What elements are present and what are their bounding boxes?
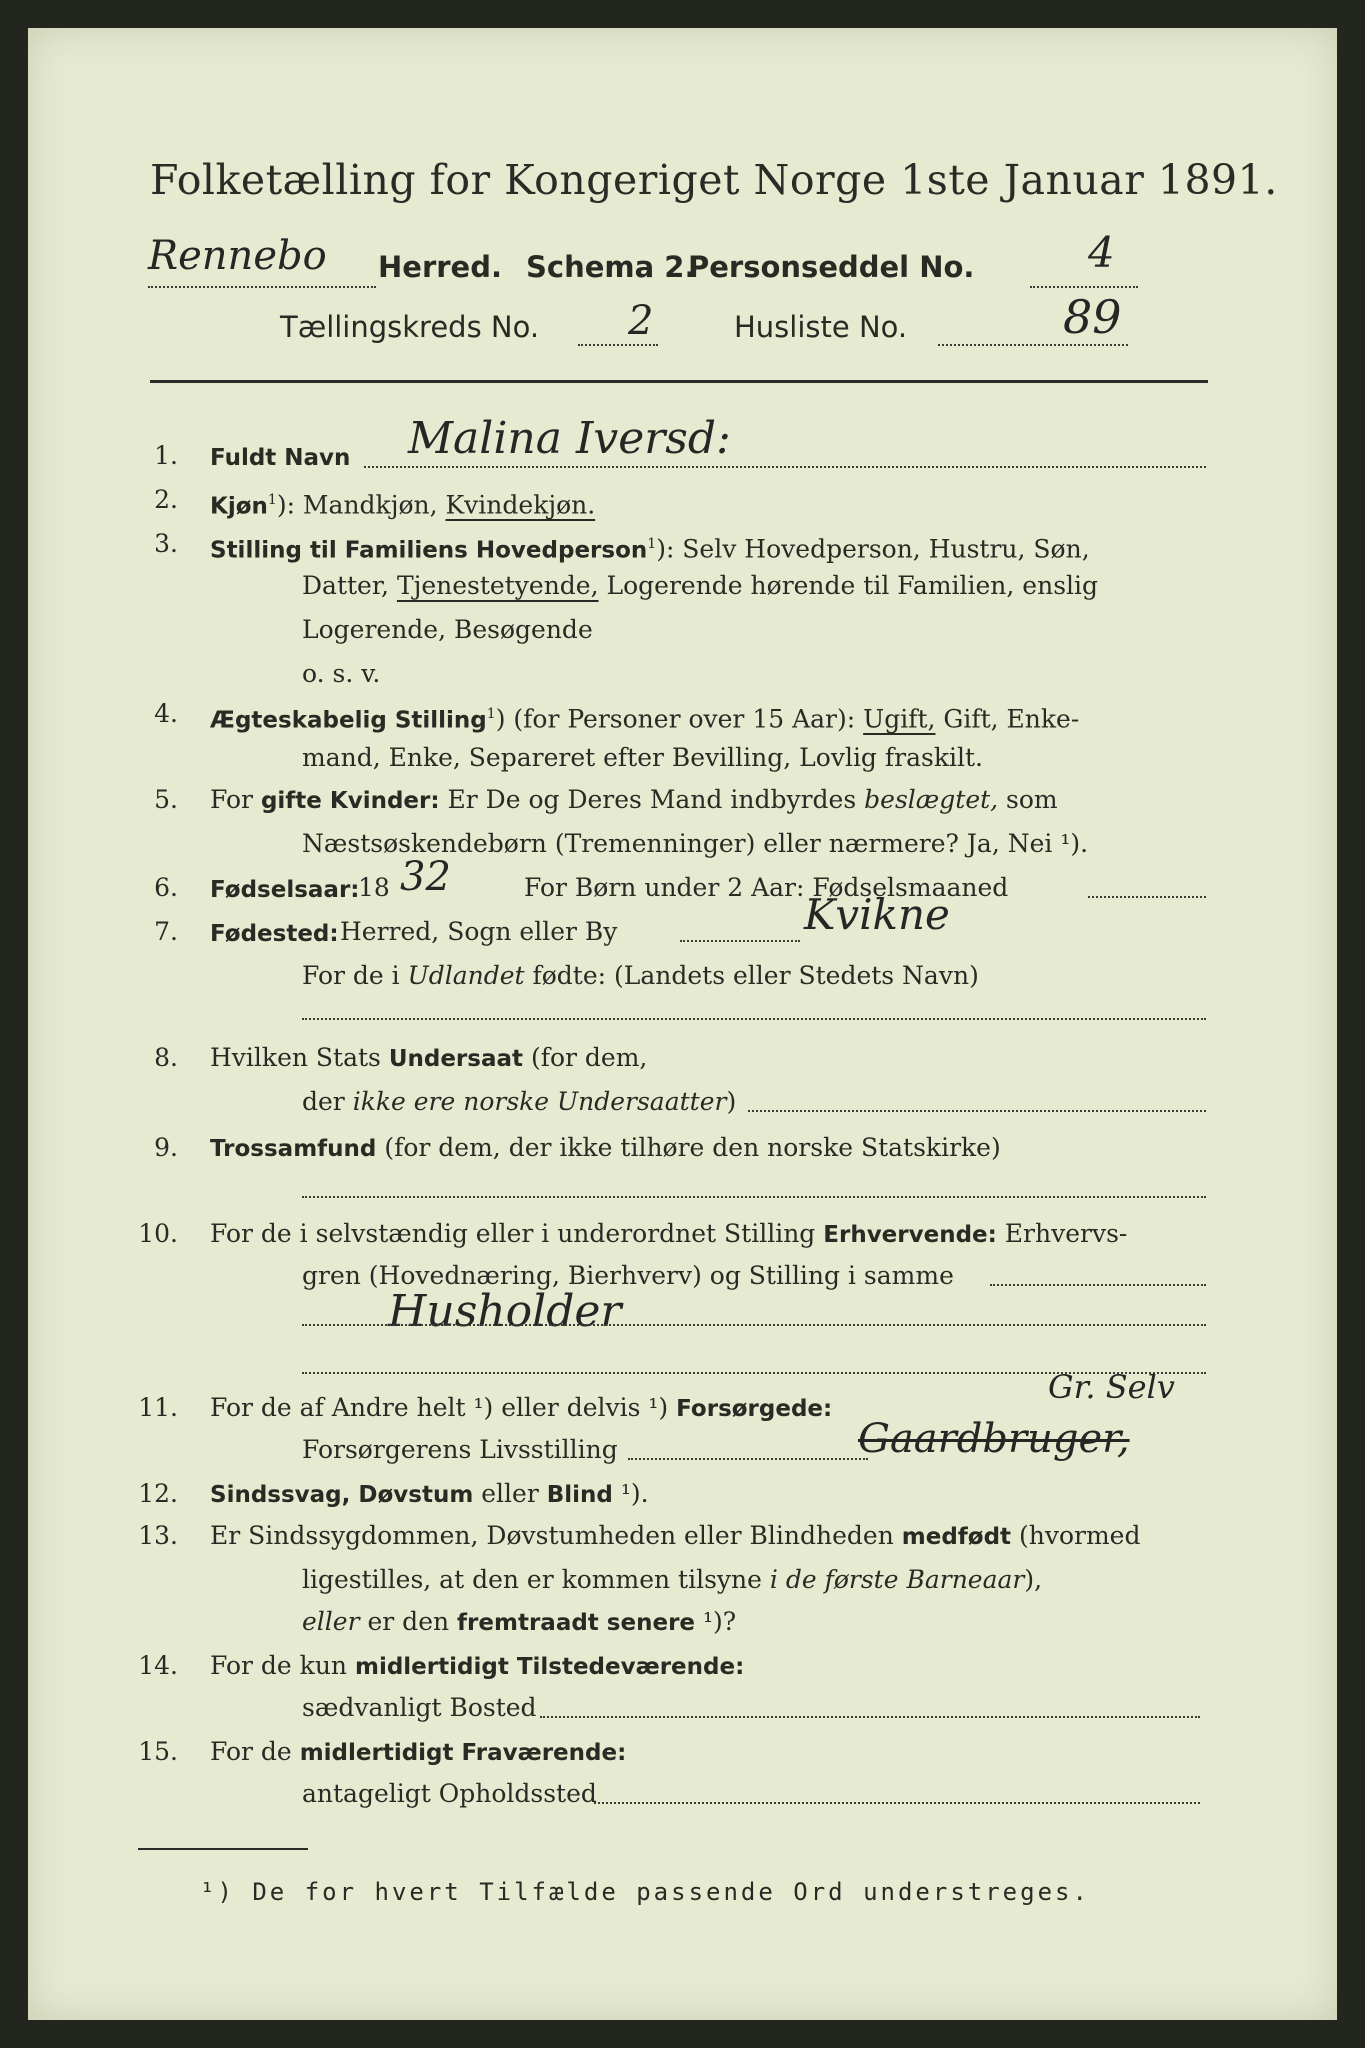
q13-line3-a: er den bbox=[359, 1607, 458, 1636]
q6-value: 32 bbox=[400, 854, 451, 900]
q9-rest: (for dem, der ikke tilhøre den norske Statskirke) bbox=[376, 1133, 1001, 1162]
footnote: ¹) De for hvert Tilfælde passende Ord understreges. bbox=[200, 1878, 1090, 1906]
q7-rest: Herred, Sogn eller By bbox=[340, 917, 618, 946]
q8-line2-it: ikke ere norske Undersaatter bbox=[352, 1087, 727, 1116]
q10-line1-a: For de i selvstændig eller i underordnet Stilling bbox=[210, 1219, 824, 1248]
q8-label: Undersaat bbox=[388, 1046, 523, 1072]
q3-line1-rest: ): Selv Hovedperson, Hustru, Søn, bbox=[656, 534, 1090, 564]
q5-line2: Næstsøskendebørn (Tremenninger) eller nærmere? Ja, Nei ¹). bbox=[302, 829, 1089, 858]
q9-label: Trossamfund bbox=[210, 1136, 377, 1162]
q10-dotline-2 bbox=[302, 1324, 1206, 1326]
q13-line2-a: ligestilles, at den er kommen tilsyne bbox=[302, 1565, 770, 1594]
q7-line2-it: Udlandet bbox=[407, 961, 525, 990]
header-rule bbox=[150, 380, 1208, 383]
q4-line1-rest: ) (for Personer over 15 Aar): bbox=[495, 704, 864, 734]
q5-number: 5. bbox=[154, 785, 178, 814]
q14-label: midlertidigt Tilstedeværende: bbox=[354, 1654, 745, 1680]
q7-label: Fødested: bbox=[210, 921, 339, 947]
q13-line3-it: eller bbox=[302, 1607, 360, 1636]
taellingskreds-value: 2 bbox=[628, 298, 654, 344]
q4-line1-b: Ugift, bbox=[863, 704, 936, 734]
q4-number: 4. bbox=[154, 699, 178, 728]
q12-number: 12. bbox=[138, 1479, 178, 1508]
q15-number: 15. bbox=[138, 1737, 178, 1766]
q11-line1-a: For de af Andre helt ¹) eller delvis ¹) bbox=[210, 1393, 677, 1422]
q11-dotline bbox=[628, 1458, 868, 1460]
q14-dotline bbox=[540, 1716, 1200, 1718]
q6-label: Fødselsaar: bbox=[210, 877, 360, 903]
personseddel-dotline bbox=[1030, 286, 1138, 288]
q8-line1-a: Hvilken Stats bbox=[210, 1043, 389, 1072]
q10-dotline-1 bbox=[990, 1284, 1206, 1286]
q6-number: 6. bbox=[154, 873, 178, 902]
q4-label: Ægteskabelig Stilling bbox=[210, 707, 487, 734]
q13-line1-a: Er Sindssygdommen, Døvstumheden eller Blindheden bbox=[210, 1521, 902, 1550]
q8-number: 8. bbox=[154, 1043, 178, 1072]
q8-dotline bbox=[748, 1110, 1206, 1112]
q1-number: 1. bbox=[154, 441, 178, 470]
q13-number: 13. bbox=[138, 1521, 178, 1550]
taellingskreds-dotline bbox=[578, 344, 658, 346]
q13-line1-b: (hvormed bbox=[1011, 1521, 1141, 1550]
herred-dotline bbox=[148, 286, 376, 288]
footnote-rule bbox=[138, 1848, 308, 1850]
q11-line2: Forsørgerens Livsstilling bbox=[302, 1435, 618, 1464]
q10-line1-b: Erhvervs- bbox=[996, 1219, 1128, 1248]
husliste-label: Husliste No. bbox=[734, 310, 908, 344]
q2-text-a: ): Mandkjøn, bbox=[276, 490, 446, 520]
q15-line2: antageligt Opholdssted bbox=[302, 1779, 597, 1808]
q5-line1-end: som bbox=[998, 785, 1058, 814]
q9-number: 9. bbox=[154, 1133, 178, 1162]
husliste-dotline bbox=[938, 344, 1128, 346]
q14-number: 14. bbox=[138, 1651, 178, 1680]
q2-text-b: Kvindekjøn. bbox=[445, 490, 596, 520]
q1-value: Malina Iversd: bbox=[408, 413, 731, 464]
form-title: Folketælling for Kongeriget Norge 1ste Januar 1891. bbox=[150, 156, 1278, 204]
q8-line1-b: (for dem, bbox=[523, 1043, 648, 1072]
herred-label: Herred. bbox=[378, 250, 502, 284]
q5-text-a: For bbox=[210, 785, 261, 814]
q6-rest: For Børn under 2 Aar: Fødselsmaaned bbox=[524, 873, 1009, 902]
q4-line1-c: Gift, Enke- bbox=[935, 704, 1080, 734]
q3-line3: Logerende, Besøgende bbox=[302, 615, 593, 644]
q7-line2-b: fødte: (Landets eller Stedets Navn) bbox=[524, 961, 979, 990]
q10-value: Husholder bbox=[388, 1286, 622, 1337]
q11-value: Gaardbruger, bbox=[858, 1416, 1130, 1462]
q3-line2-b: Tjenestetyende, bbox=[396, 571, 599, 600]
q11-label: Forsørgede: bbox=[676, 1396, 833, 1422]
q1-dotline bbox=[364, 466, 1206, 468]
q3-line2-a: Datter, bbox=[302, 571, 397, 600]
q13-line2 bbox=[302, 1560, 1042, 1600]
personseddel-label: Personseddel No. bbox=[688, 250, 975, 284]
herred-value: Rennebo bbox=[148, 233, 327, 279]
q2-label: Kjøn bbox=[210, 493, 268, 520]
q13-line3-b: ¹)? bbox=[695, 1607, 737, 1636]
schema-label: Schema 2. bbox=[526, 250, 696, 284]
q12-label-b: Blind bbox=[546, 1482, 613, 1508]
q1-label: Fuldt Navn bbox=[210, 445, 351, 471]
q12-mid: eller bbox=[473, 1479, 547, 1508]
q6-dotline bbox=[1088, 896, 1206, 898]
q2-number: 2. bbox=[154, 485, 178, 514]
husliste-value: 89 bbox=[1063, 290, 1122, 344]
q3-number: 3. bbox=[154, 529, 178, 558]
q9-dotline bbox=[302, 1196, 1206, 1198]
q13-line2-it: i de første Barneaar bbox=[769, 1565, 1025, 1594]
q7-line2-a: For de i bbox=[302, 961, 408, 990]
q7-dotline-2 bbox=[302, 1018, 1206, 1020]
q10-number: 10. bbox=[138, 1219, 178, 1248]
q13-line2-b: ), bbox=[1024, 1565, 1043, 1594]
q4-line2: mand, Enke, Separeret efter Bevilling, Lovlig fraskilt. bbox=[302, 743, 983, 772]
q10-label: Erhvervende: bbox=[823, 1222, 997, 1248]
q3-line4: o. s. v. bbox=[302, 659, 381, 688]
q15-dotline bbox=[594, 1802, 1200, 1804]
q6-prefix: 18 bbox=[358, 873, 390, 902]
q2-sup: 1 bbox=[267, 492, 277, 508]
q13-label: medfødt bbox=[901, 1524, 1012, 1550]
q7-number: 7. bbox=[154, 917, 178, 946]
q8-line2-b: ) bbox=[726, 1087, 737, 1116]
taellingskreds-label: Tællingskreds No. bbox=[280, 310, 540, 344]
q14-line2: sædvanligt Bosted bbox=[302, 1693, 537, 1722]
q7-value: Kvikne bbox=[804, 890, 950, 939]
census-form: Folketælling for Kongeriget Norge 1ste Januar 1891. Rennebo Herred. Schema 2. Personseddel No. 4 Tællingskreds No. 2 Husliste No. 89 1. Fuldt Navn Malina Iversd: 2. Kjøn$^1$): Mandkjøn, Kvindekjøn. 3. Stilling til Familiens Hovedperson$^1$): Selv Hovedperson, Hustru, Søn, Datter, Tjenestetyende, Logerende hørende til Familien, enslig Logerende, Besøgende o. s. v. 4. Ægteskabelig Stilling$^1$) (for Personer over 15 Aar): Ugift, Gift, Enke- mand, Enke, Separeret efter Bevilling, Lovlig fraskilt. 5. For gifte Kvinder: Er De og Deres Mand indbyrdes beslægtet, som Næstsøskendebørn (Tremenninger) eller nærmere? Ja, Nei ¹). 6. Fødselsaar: 18 For Børn under 2 Aar: Fødselsmaaned 32 7. Fødested: Herred, Sogn eller By Kvikne For de i Udlandet fødte: (Landets eller Stedets Navn) 8. Hvilken Stats Undersaat (for dem, der ikke ere norske Undersaatter) 9. Trossamfund (for dem, der ikke tilhøre den norske Statskirke) 10. For de i selvstændig eller i underordnet Stilling Erhvervende: Erhvervs- gren (Hovednæring, Bierhverv) og Stilling i samme Husholder 11. For de af Andre helt ¹) eller delvis ¹) Forsørgede: Gr. Selv Forsørgerens Livsstilling Gaardbruger, 12. Sindssvag, Døvstum eller Blind ¹). 13. Er Sindssygdommen, Døvstumheden eller Blindheden medfødt (hvormed ligestilles, at den er kommen tilsyne i de første Barneaar), eller er den fremtraadt senere ¹)? 14. For de kun midlertidigt Tilstedeværende: sædvanligt Bosted 15. For de midlertidigt Fraværende: antageligt Opholdssted ¹) De for hvert Tilfælde passende Ord understreges. bbox=[28, 28, 1337, 2020]
q7-line2 bbox=[302, 956, 979, 996]
q8-line2-a: der bbox=[302, 1087, 353, 1116]
q15-label: midlertidigt Fraværende: bbox=[299, 1740, 627, 1766]
q3-line2-c: Logerende hørende til Familien, enslig bbox=[598, 571, 1099, 600]
q14-line1-a: For de kun bbox=[210, 1651, 355, 1680]
q8-line2 bbox=[302, 1082, 736, 1122]
q11-value-top: Gr. Selv bbox=[1048, 1368, 1175, 1406]
q7-dotline bbox=[680, 940, 800, 942]
q15-line1-a: For de bbox=[210, 1737, 300, 1766]
q5-line1-rest: Er De og Deres Mand indbyrdes bbox=[439, 785, 865, 814]
q3-label: Stilling til Familiens Hovedperson bbox=[210, 537, 648, 564]
q11-number: 11. bbox=[138, 1393, 178, 1422]
q5-label: gifte Kvinder: bbox=[260, 788, 440, 814]
q13-line3-label: fremtraadt senere bbox=[457, 1610, 696, 1636]
q3-line2 bbox=[302, 566, 1098, 606]
q10-line2: gren (Hovednæring, Bierhverv) og Stilling i samme bbox=[302, 1261, 954, 1290]
q5-line1-it: beslægtet, bbox=[864, 785, 999, 814]
q12-end: ¹). bbox=[612, 1479, 649, 1508]
q12-label-a: Sindssvag, Døvstum bbox=[210, 1482, 474, 1508]
q13-line3 bbox=[302, 1602, 736, 1643]
personseddel-value: 4 bbox=[1088, 228, 1115, 277]
